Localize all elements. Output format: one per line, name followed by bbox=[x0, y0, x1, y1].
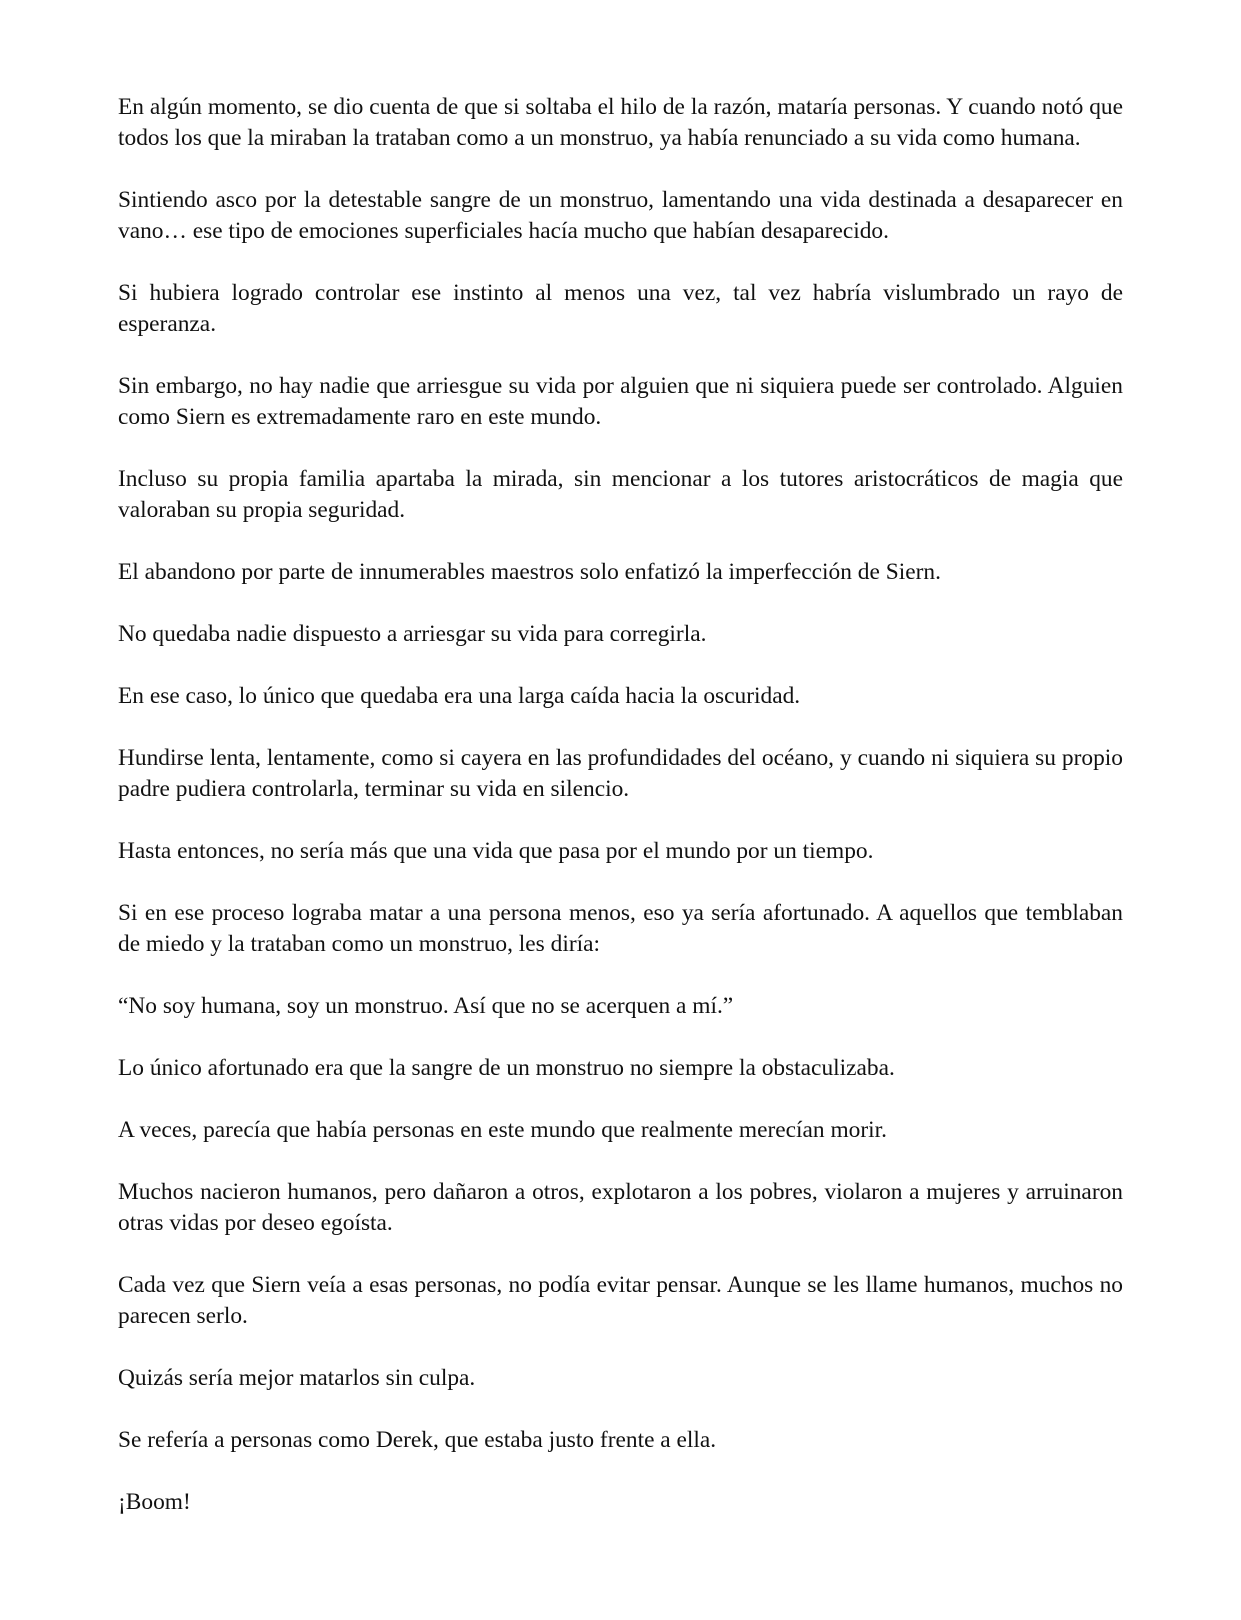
paragraph: Incluso su propia familia apartaba la mirada, sin mencionar a los tutores aristocráticos de magia que valoraban su propia seguridad. bbox=[118, 466, 1123, 523]
sound-effect: ¡Boom! bbox=[118, 1489, 191, 1515]
paragraph: En algún momento, se dio cuenta de que si soltaba el hilo de la razón, mataría personas. Y cuando notó que todos los que la miraban la trataban como a un monstruo, ya había renunciado a su vida como humana. bbox=[118, 94, 1123, 151]
paragraph: Sin embargo, no hay nadie que arriesgue su vida por alguien que ni siquiera puede ser controlado. Alguien como Siern es extremadamente raro en este mundo. bbox=[118, 373, 1123, 430]
paragraph: Cada vez que Siern veía a esas personas, no podía evitar pensar. Aunque se les llame humanos, muchos no parecen serlo. bbox=[118, 1272, 1123, 1329]
paragraph: Se refería a personas como Derek, que estaba justo frente a ella. bbox=[118, 1427, 717, 1453]
quoted-dialogue: “No soy humana, soy un monstruo. Así que no se acerquen a mí.” bbox=[118, 993, 734, 1019]
paragraph: Quizás sería mejor matarlos sin culpa. bbox=[118, 1365, 476, 1391]
paragraph: Muchos nacieron humanos, pero dañaron a otros, explotaron a los pobres, violaron a mujeres y arruinaron otras vidas por deseo egoísta. bbox=[118, 1179, 1123, 1236]
paragraph: Sintiendo asco por la detestable sangre de un monstruo, lamentando una vida destinada a desaparecer en vano… ese tipo de emociones superficiales hacía mucho que habían desaparecido. bbox=[118, 187, 1123, 244]
paragraph: Si en ese proceso lograba matar a una persona menos, eso ya sería afortunado. A aquellos que temblaban de miedo y la trataban como un monstruo, les diría: bbox=[118, 900, 1123, 957]
paragraph: Lo único afortunado era que la sangre de un monstruo no siempre la obstaculizaba. bbox=[118, 1055, 895, 1081]
paragraph: A veces, parecía que había personas en este mundo que realmente merecían morir. bbox=[118, 1117, 887, 1143]
paragraph: No quedaba nadie dispuesto a arriesgar su vida para corregirla. bbox=[118, 621, 707, 647]
paragraph: El abandono por parte de innumerables maestros solo enfatizó la imperfección de Siern. bbox=[118, 559, 941, 585]
paragraph: En ese caso, lo único que quedaba era una larga caída hacia la oscuridad. bbox=[118, 683, 801, 709]
document-page bbox=[118, 92, 1123, 1518]
paragraph: Si hubiera logrado controlar ese instinto al menos una vez, tal vez habría vislumbrado un rayo de esperanza. bbox=[118, 280, 1123, 337]
paragraph: Hasta entonces, no sería más que una vida que pasa por el mundo por un tiempo. bbox=[118, 838, 874, 864]
paragraph: Hundirse lenta, lentamente, como si cayera en las profundidades del océano, y cuando ni siquiera su propio padre pudiera controlarla, terminar su vida en silencio. bbox=[118, 745, 1123, 802]
